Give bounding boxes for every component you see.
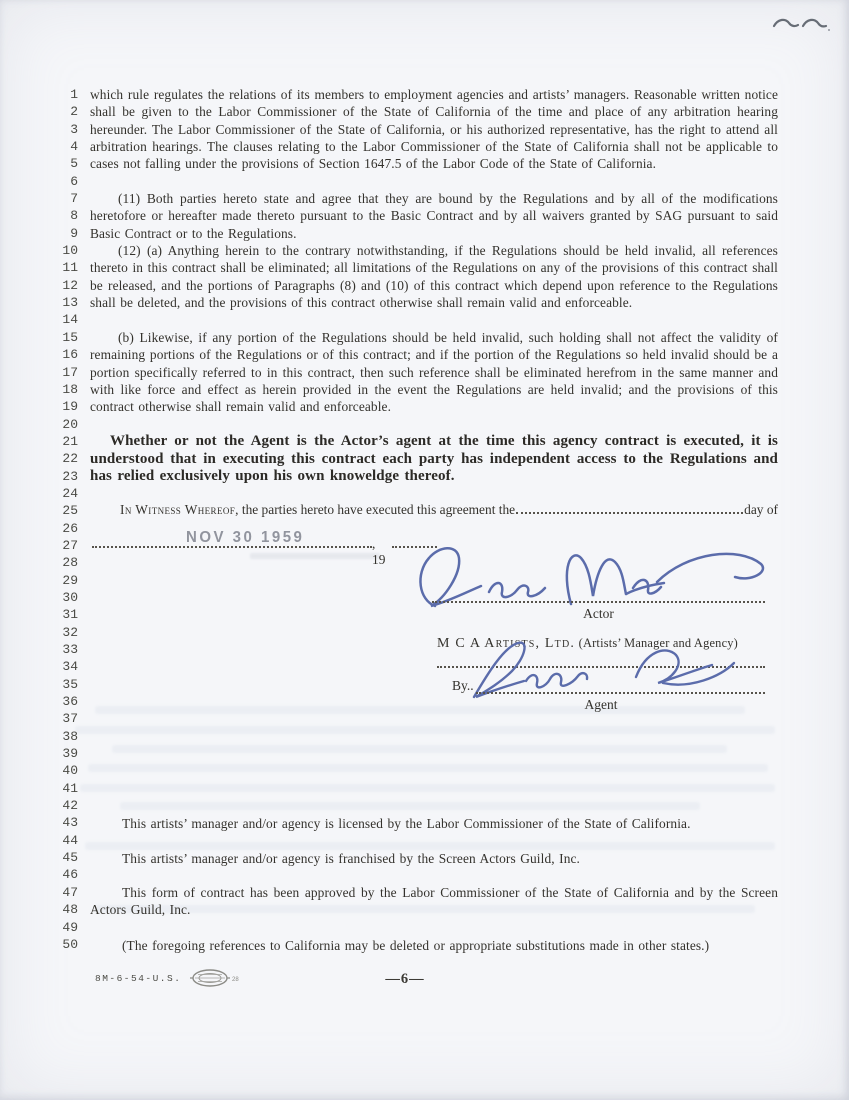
line-number: 50 xyxy=(62,936,78,952)
bleed-through-artifact xyxy=(88,764,768,772)
line-number: 43 xyxy=(62,815,78,831)
bleed-through-artifact xyxy=(120,802,700,810)
line-number: 35 xyxy=(62,676,78,692)
date-stamp: NOV 30 1959 xyxy=(186,528,305,547)
date-line xyxy=(92,534,437,568)
line-number: 33 xyxy=(62,642,78,657)
line-number: 22 xyxy=(62,451,78,467)
line-number: 41 xyxy=(62,780,78,796)
line-number: 40 xyxy=(62,763,78,779)
line-number: 21 xyxy=(62,433,78,449)
line-number: 13 xyxy=(62,295,78,311)
line-number: 36 xyxy=(62,694,78,710)
note-approved: This form of contract has been approved by the Labor Commissioner of the State of California and by the Screen Actors Guild, Inc. xyxy=(90,885,778,918)
line-number: 11 xyxy=(62,260,78,276)
line-number: 17 xyxy=(62,364,78,380)
line-number: 5 xyxy=(70,156,78,172)
line-number: 47 xyxy=(62,884,78,900)
actor-label: Actor xyxy=(583,606,614,621)
agency-name: M C A Artists, Ltd. xyxy=(437,636,576,651)
line-number: 16 xyxy=(62,347,78,363)
by-label: By.. xyxy=(452,678,474,693)
line-number: 12 xyxy=(62,277,78,293)
line-number: 4 xyxy=(70,139,78,155)
line-number: 25 xyxy=(62,503,78,519)
line-number: 26 xyxy=(62,520,78,536)
bleed-through-artifact xyxy=(75,726,775,734)
pen-squiggle-icon xyxy=(770,10,832,40)
agent-label: Agent xyxy=(584,697,618,712)
bleed-through-artifact xyxy=(112,745,727,753)
paragraph-independent-access: Whether or not the Agent is the Actor’s agent at the time this agency contract is executed, it is understood that in executing this contract each party has independent access to the Regulations and has relied exclusively upon his own knoweldge thereof. xyxy=(90,433,778,484)
line-number: 10 xyxy=(62,243,78,259)
line-number: 3 xyxy=(70,121,78,137)
line-number: 8 xyxy=(70,208,78,224)
line-number: 37 xyxy=(62,711,78,727)
line-number: 19 xyxy=(62,399,78,415)
line-number: 44 xyxy=(62,832,78,848)
line-number: 27 xyxy=(62,537,78,553)
svg-text:28: 28 xyxy=(232,977,239,983)
line-number: 38 xyxy=(62,728,78,744)
bleed-through-artifact xyxy=(85,842,775,850)
note-foregoing: (The foregoing references to California may be deleted or appropriate substitutions made in other states.) xyxy=(122,938,710,953)
witness-suffix: day of xyxy=(744,502,778,517)
line-number: 23 xyxy=(62,468,78,484)
line-number: 2 xyxy=(70,104,78,120)
line-number: 14 xyxy=(62,312,78,328)
line-number: 9 xyxy=(70,225,78,241)
line-number: 7 xyxy=(70,191,78,207)
line-number: 31 xyxy=(62,607,78,623)
bleed-through-artifact xyxy=(80,784,775,792)
line-number: 48 xyxy=(62,902,78,918)
line-number: 34 xyxy=(62,659,78,675)
union-printer-label-icon xyxy=(188,966,248,990)
agency-suffix: (Artists’ Manager and Agency) xyxy=(578,636,738,650)
line-number: 30 xyxy=(62,589,78,605)
line-number: 28 xyxy=(62,555,78,571)
actor-signature-line xyxy=(432,589,765,603)
form-code: 8M-6-54-U.S. xyxy=(95,973,182,984)
paragraph-12a: (12) (a) Anything herein to the contrary notwithstanding, if the Regulations should be held invalid, all references thereto in this contract shall be eliminated; all limitations of the Regulations on any of the provisions of this contract shall be released, and the portions of Paragraphs (8) and (10) of this contract which depend upon reference to the Regulations shall be deleted, and the provisions of this contract otherwise shall remain valid and enforceable. xyxy=(90,243,778,311)
witness-clause xyxy=(90,502,778,518)
paragraph-11: (11) Both parties hereto state and agree that they are bound by the Regulations and by all of the modifications heretofore or hereafter made thereto pursuant to the Basic Contract and by all waivers granted by SAG pursuant to said Basic Contract or to the Regulations. xyxy=(90,191,778,241)
line-number: 46 xyxy=(62,867,78,883)
line-number: 15 xyxy=(62,329,78,345)
line-number: 1 xyxy=(70,87,78,102)
line-number: 32 xyxy=(62,624,78,640)
paragraph-12b: (b) Likewise, if any portion of the Regulations should be held invalid, such holding shall not affect the validity of remaining portions of the Regulations or of this contract; and if the portion of the Regulations so held invalid should be a portion specifically referred to in this contract, then such reference shall be eliminated herefrom in the same manner and with like force and effect as herein provided in the event the Regulations are held invalid; and the provisions of this contract otherwise shall remain valid and enforceable. xyxy=(90,330,778,415)
line-number: 29 xyxy=(62,572,78,588)
line-number: 49 xyxy=(62,919,78,935)
year-prefix: , 19 xyxy=(372,536,386,567)
line-number: 24 xyxy=(62,485,78,501)
month-blank-line xyxy=(92,534,372,548)
note-licensed: This artists’ manager and/or agency is licensed by the Labor Commissioner of the State of California. xyxy=(122,816,691,831)
line-number: 45 xyxy=(62,850,78,866)
line-number: 18 xyxy=(62,381,78,397)
agent-signature-line xyxy=(476,679,765,694)
line-number: 39 xyxy=(62,746,78,762)
witness-text: , the parties hereto have executed this agreement the xyxy=(235,502,516,517)
witness-smallcaps: In Witness Whereof xyxy=(120,502,236,517)
page-number: —6— xyxy=(385,971,425,987)
line-number: 20 xyxy=(62,416,78,432)
day-blank-line xyxy=(516,512,743,514)
note-franchised: This artists’ manager and/or agency is franchised by the Screen Actors Guild, Inc. xyxy=(122,851,580,866)
line-number: 42 xyxy=(62,798,78,814)
paragraph-arbitration-rule: which rule regulates the relations of its members to employment agencies and artists’ managers. Reasonable written notice shall be given to the Labor Commissioner of the State of California of the time and place of any arbitration hearing hereunder. The Labor Commissioner of the State of California, or his authorized representative, has the right to attend all arbitration hearings. The clauses relating to the Labor Commissioner of the State of California shall not be applicable to cases not falling under the provisions of Section 1647.5 of the Labor Code of the State of California. xyxy=(90,87,778,172)
line-number-column xyxy=(0,86,78,953)
line-number: 6 xyxy=(70,173,78,189)
